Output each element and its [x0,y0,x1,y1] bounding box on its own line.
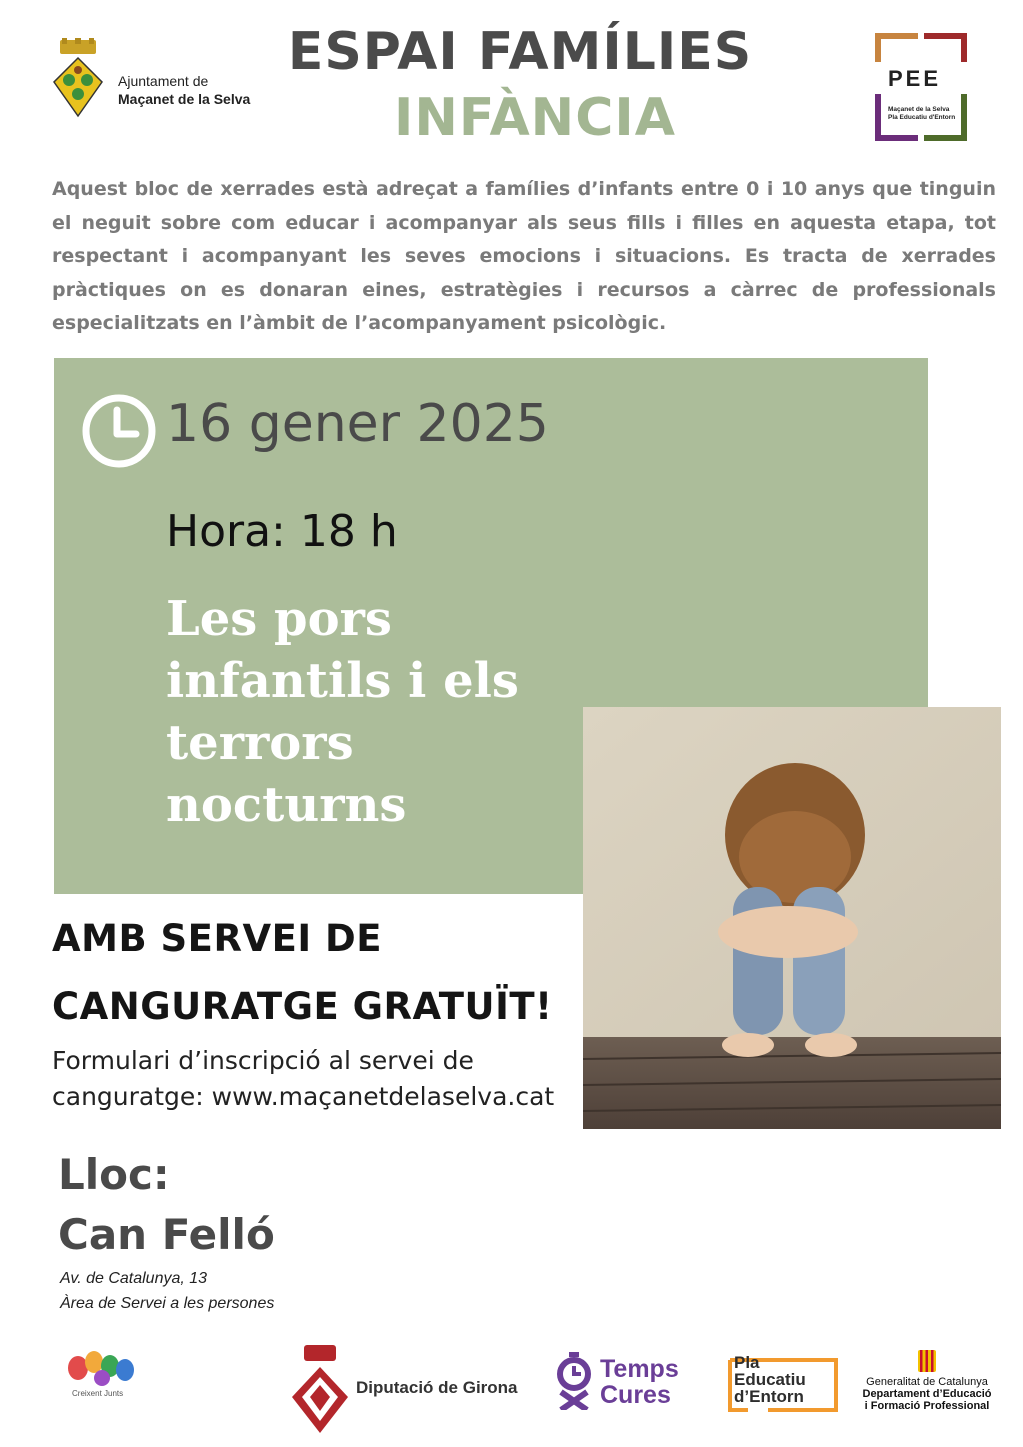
talk-title-line: nocturns [166,777,407,833]
location-place: Can Felló [58,1210,275,1259]
address-line: Av. de Catalunya, 13 [60,1270,208,1287]
talk-title-line: infantils i els [166,653,519,709]
pla-educatiu-label [734,1354,806,1405]
pla-line: d’Entorn [734,1387,804,1406]
registration-line2: canguratge: www.maçanetdelaselva.cat [52,1082,555,1111]
registration-info [52,1043,592,1115]
ajuntament-line2: Maçanet de la Selva [118,91,251,107]
area-line: Àrea de Servei a les persones [60,1295,275,1312]
location-label: Lloc: [58,1150,170,1199]
temps-cures-label [600,1356,679,1408]
gen-line2: Departament d’Educació [862,1388,992,1400]
gen-line1: Generalitat de Catalunya [866,1376,988,1388]
clock-icon [80,392,158,470]
pee-logo [874,32,968,142]
diputacio-shield-icon [290,1345,350,1435]
gen-line3: i Formació Professional [864,1400,990,1412]
temps-line1: Temps [600,1355,679,1383]
temps-line2: Cures [600,1381,671,1409]
babysitting-headline [52,905,592,1041]
intro-paragraph: Aquest bloc de xerrades està adreçat a famílies d’infants entre 0 i 10 anys que tinguin el neguit sobre com educar i acompanyar als seus fills i filles en aquesta etapa, tot respectant i acompanyant les seves emocions i situacions. Es tracta de xerrades pràctiques on es donaran eines, estratègies i recursos a càrrec de professionals especialitzats en l’àmbit de l’acompanyament psicològic. [52,178,996,334]
ajuntament-line1: Ajuntament de [118,73,209,89]
pla-line: Pla [734,1353,760,1372]
pee-line1: Maçanet de la Selva [888,106,950,113]
registration-line1: Formulari d’inscripció al servei de [52,1046,474,1075]
talk-title [166,588,566,836]
ajuntament-shield-icon [52,38,104,118]
talk-title-line: Les pors [166,591,392,647]
talk-title-line: terrors [166,715,354,771]
diputacio-label: Diputació de Girona [356,1378,518,1397]
babysitting-line2: CANGURATGE GRATUÏT! [52,985,553,1028]
page-title: ESPAI FAMÍLIES [287,22,753,82]
event-time: Hora: 18 h [166,506,398,557]
generalitat-label [856,1376,998,1412]
child-photo [583,707,1001,1129]
pee-line2: Pla Educatiu d'Entorn [888,114,956,121]
pla-line: Educatiu [734,1370,806,1389]
page-subtitle: INFÀNCIA [394,88,676,148]
pee-acronym: PEE [888,66,942,91]
location-address [60,1266,274,1316]
creixent-junts-label: Creixent Junts [72,1389,124,1398]
generalitat-shield-icon [918,1350,936,1372]
location-heading [58,1145,275,1265]
temps-cures-icon [555,1352,593,1410]
babysitting-line1: AMB SERVEI DE [52,917,382,960]
child-illustration [583,707,1001,1129]
event-date: 16 gener 2025 [166,394,549,454]
